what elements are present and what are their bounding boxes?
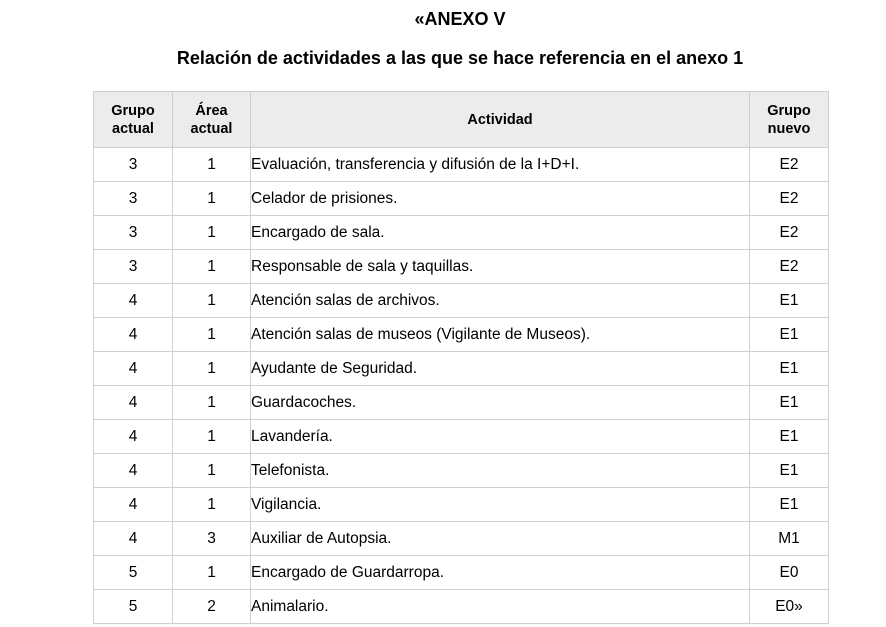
cell-area-actual: 1	[173, 556, 251, 590]
table-body	[94, 148, 829, 624]
table-row	[94, 454, 829, 488]
cell-grupo-nuevo: M1	[750, 522, 829, 556]
header-area-actual-line2: actual	[190, 120, 233, 137]
header-grupo-actual-line2: actual	[112, 120, 154, 137]
header-area-actual	[173, 92, 251, 148]
cell-grupo-nuevo: E1	[750, 284, 829, 318]
cell-area-actual: 1	[173, 454, 251, 488]
cell-grupo-actual: 4	[94, 386, 173, 420]
cell-grupo-actual: 5	[94, 590, 173, 624]
cell-actividad: Telefonista.	[251, 454, 750, 488]
cell-grupo-nuevo: E1	[750, 488, 829, 522]
table-row	[94, 148, 829, 182]
cell-grupo-actual: 4	[94, 284, 173, 318]
header-grupo-actual	[94, 92, 173, 148]
cell-area-actual: 3	[173, 522, 251, 556]
cell-grupo-actual: 4	[94, 454, 173, 488]
header-row	[94, 92, 829, 148]
cell-area-actual: 1	[173, 216, 251, 250]
cell-grupo-nuevo: E1	[750, 454, 829, 488]
cell-grupo-nuevo: E2	[750, 182, 829, 216]
cell-actividad: Animalario.	[251, 590, 750, 624]
table-row	[94, 386, 829, 420]
cell-grupo-nuevo: E2	[750, 216, 829, 250]
cell-area-actual: 1	[173, 284, 251, 318]
cell-grupo-nuevo: E2	[750, 250, 829, 284]
cell-grupo-actual: 5	[94, 556, 173, 590]
cell-grupo-actual: 4	[94, 522, 173, 556]
cell-actividad: Evaluación, transferencia y difusión de la I+D+I.	[251, 148, 750, 182]
header-area-actual-line1: Área	[195, 102, 228, 119]
activities-table	[93, 91, 829, 624]
cell-grupo-actual: 3	[94, 148, 173, 182]
cell-grupo-actual: 3	[94, 216, 173, 250]
table-row	[94, 284, 829, 318]
table-row	[94, 318, 829, 352]
cell-actividad: Lavandería.	[251, 420, 750, 454]
cell-grupo-nuevo: E1	[750, 420, 829, 454]
cell-grupo-actual: 4	[94, 318, 173, 352]
cell-grupo-nuevo: E1	[750, 352, 829, 386]
table-header	[94, 92, 829, 148]
cell-grupo-nuevo: E0»	[750, 590, 829, 624]
table-row	[94, 556, 829, 590]
cell-actividad: Atención salas de museos (Vigilante de Museos).	[251, 318, 750, 352]
cell-grupo-actual: 4	[94, 488, 173, 522]
table-row	[94, 250, 829, 284]
cell-actividad: Encargado de sala.	[251, 216, 750, 250]
table-row	[94, 522, 829, 556]
cell-area-actual: 1	[173, 386, 251, 420]
cell-grupo-nuevo: E1	[750, 386, 829, 420]
cell-grupo-actual: 3	[94, 182, 173, 216]
table-row	[94, 488, 829, 522]
header-actividad: Actividad	[251, 92, 750, 148]
cell-grupo-nuevo: E0	[750, 556, 829, 590]
table-row	[94, 590, 829, 624]
table-row	[94, 216, 829, 250]
cell-area-actual: 1	[173, 148, 251, 182]
cell-area-actual: 1	[173, 250, 251, 284]
table-row	[94, 182, 829, 216]
cell-grupo-actual: 4	[94, 420, 173, 454]
cell-grupo-nuevo: E2	[750, 148, 829, 182]
cell-area-actual: 1	[173, 318, 251, 352]
cell-actividad: Auxiliar de Autopsia.	[251, 522, 750, 556]
cell-actividad: Ayudante de Seguridad.	[251, 352, 750, 386]
cell-actividad: Vigilancia.	[251, 488, 750, 522]
cell-actividad: Encargado de Guardarropa.	[251, 556, 750, 590]
table-row	[94, 420, 829, 454]
cell-area-actual: 1	[173, 352, 251, 386]
cell-actividad: Celador de prisiones.	[251, 182, 750, 216]
cell-area-actual: 1	[173, 182, 251, 216]
cell-area-actual: 1	[173, 420, 251, 454]
annex-title: «ANEXO V	[414, 9, 506, 29]
annex-subtitle: Relación de actividades a las que se hace referencia en el anexo 1	[176, 48, 744, 68]
cell-grupo-actual: 4	[94, 352, 173, 386]
cell-actividad: Guardacoches.	[251, 386, 750, 420]
table-row	[94, 352, 829, 386]
header-grupo-actual-line1: Grupo	[111, 102, 155, 119]
cell-actividad: Responsable de sala y taquillas.	[251, 250, 750, 284]
cell-area-actual: 1	[173, 488, 251, 522]
cell-grupo-actual: 3	[94, 250, 173, 284]
cell-grupo-nuevo: E1	[750, 318, 829, 352]
cell-actividad: Atención salas de archivos.	[251, 284, 750, 318]
cell-area-actual: 2	[173, 590, 251, 624]
header-grupo-nuevo-line1: Grupo	[767, 102, 811, 119]
header-grupo-nuevo-line2: nuevo	[767, 120, 811, 137]
header-grupo-nuevo	[750, 92, 829, 148]
